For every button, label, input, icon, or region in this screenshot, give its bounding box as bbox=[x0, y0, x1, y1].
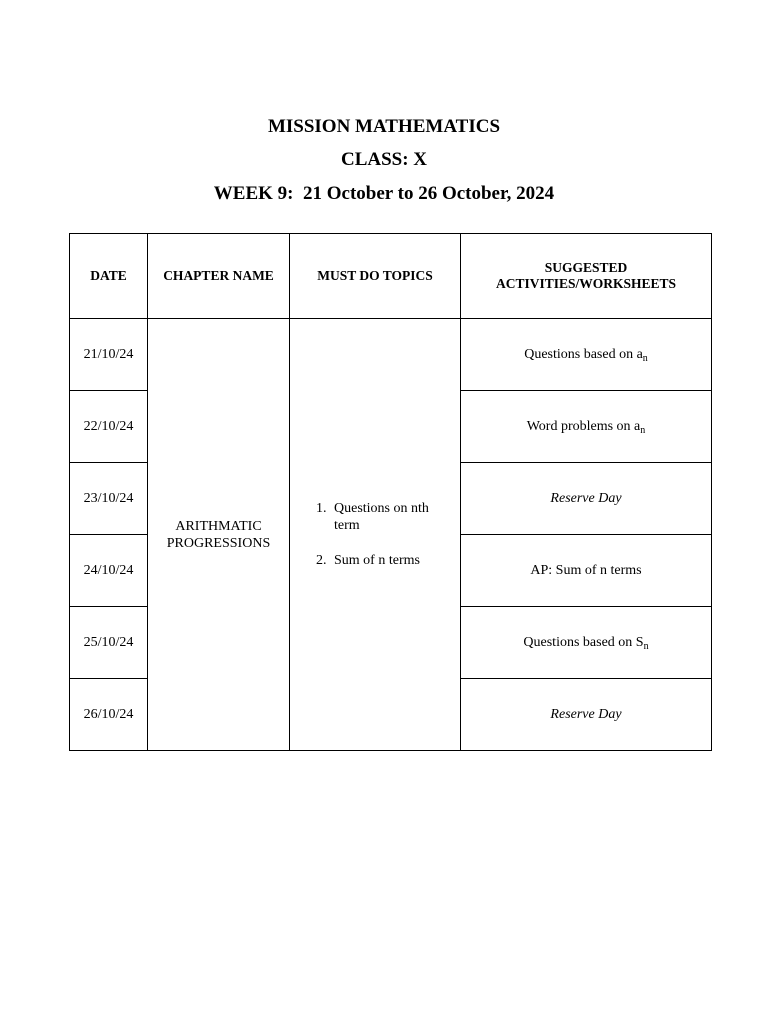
document-title: MISSION MATHEMATICS bbox=[267, 116, 501, 137]
date-cell: 24/10/24 bbox=[70, 535, 148, 607]
table-header-row bbox=[70, 234, 712, 319]
week-label: WEEK 9: bbox=[213, 183, 294, 204]
table-row bbox=[70, 319, 712, 391]
activity-cell bbox=[461, 391, 712, 463]
date-cell: 22/10/24 bbox=[70, 391, 148, 463]
date-cell: 25/10/24 bbox=[70, 607, 148, 679]
activity-text: Reserve Day bbox=[550, 490, 622, 506]
class-line: CLASS: X bbox=[340, 149, 428, 170]
column-header-activities: SUGGESTED ACTIVITIES/WORKSHEETS bbox=[461, 234, 712, 319]
topics-list bbox=[296, 500, 454, 569]
week-line bbox=[0, 183, 768, 205]
topic-item: 2. Sum of n terms bbox=[330, 552, 454, 569]
column-header-topics: MUST DO TOPICS bbox=[290, 234, 461, 319]
activity-cell bbox=[461, 463, 712, 535]
column-header-chapter: CHAPTER NAME bbox=[148, 234, 290, 319]
activity-cell bbox=[461, 535, 712, 607]
week-range: 21 October to 26 October, 2024 bbox=[303, 183, 555, 204]
activity-subscript: n bbox=[643, 640, 649, 652]
activity-subscript: n bbox=[642, 352, 648, 364]
activity-text: AP: Sum of n terms bbox=[530, 562, 642, 578]
activity-cell bbox=[461, 607, 712, 679]
column-header-date: DATE bbox=[70, 234, 148, 319]
topic-item: 1. Questions on nth term bbox=[330, 500, 454, 534]
activity-cell bbox=[461, 319, 712, 391]
date-cell: 23/10/24 bbox=[70, 463, 148, 535]
activity-text: Questions based on S bbox=[523, 634, 644, 650]
date-cell: 21/10/24 bbox=[70, 319, 148, 391]
weekly-plan-table bbox=[69, 233, 712, 751]
activity-text: Word problems on a bbox=[526, 418, 641, 434]
activity-subscript: n bbox=[640, 424, 646, 436]
activity-text: Reserve Day bbox=[550, 706, 622, 722]
must-do-topics-cell bbox=[290, 319, 461, 751]
chapter-name-cell: ARITHMATIC PROGRESSIONS bbox=[148, 319, 290, 751]
activity-text: Questions based on a bbox=[524, 346, 643, 362]
activity-cell bbox=[461, 679, 712, 751]
date-cell: 26/10/24 bbox=[70, 679, 148, 751]
